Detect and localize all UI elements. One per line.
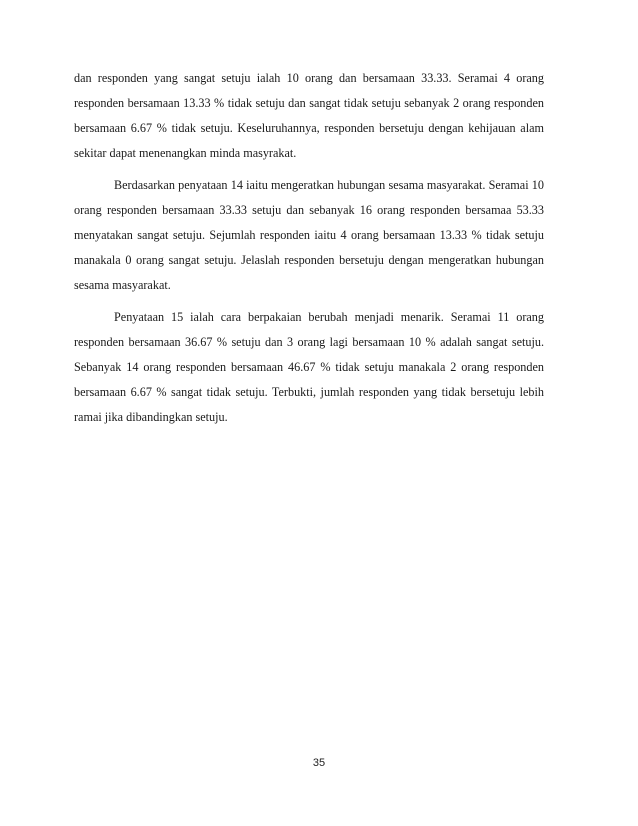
- body-text: [74, 66, 544, 430]
- page-number: 35: [312, 757, 326, 769]
- paragraph-statement-14: Berdasarkan penyataan 14 iaitu mengeratkan hubungan sesama masyarakat. Seramai 10 orang responden bersamaan 33.33 setuju dan sebanyak 16 orang responden bersamaa 53.33 menyatakan sangat setuju. Sejumlah responden iaitu 4 orang bersamaan 13.33 % tidak setuju manakala 0 orang sangat setuju. Jelaslah responden bersetuju dengan mengeratkan hubungan sesama masyarakat.: [74, 178, 544, 292]
- paragraph-continuation: dan responden yang sangat setuju ialah 10 orang dan bersamaan 33.33. Seramai 4 orang responden bersamaan 13.33 % tidak setuju dan sangat tidak setuju sebanyak 2 orang responden bersamaan 6.67 % tidak setuju. Keseluruhannya, responden bersetuju dengan kehijauan alam sekitar dapat menenangkan minda masyrakat.: [74, 71, 544, 160]
- paragraph-statement-15: Penyataan 15 ialah cara berpakaian berubah menjadi menarik. Seramai 11 orang responden bersamaan 36.67 % setuju dan 3 orang lagi bersamaan 10 % adalah sangat setuju. Sebanyak 14 orang responden bersamaan 46.67 % tidak setuju manakala 2 orang responden bersamaan 6.67 % sangat tidak setuju. Terbukti, jumlah responden yang tidak bersetuju lebih ramai jika dibandingkan setuju.: [74, 310, 544, 424]
